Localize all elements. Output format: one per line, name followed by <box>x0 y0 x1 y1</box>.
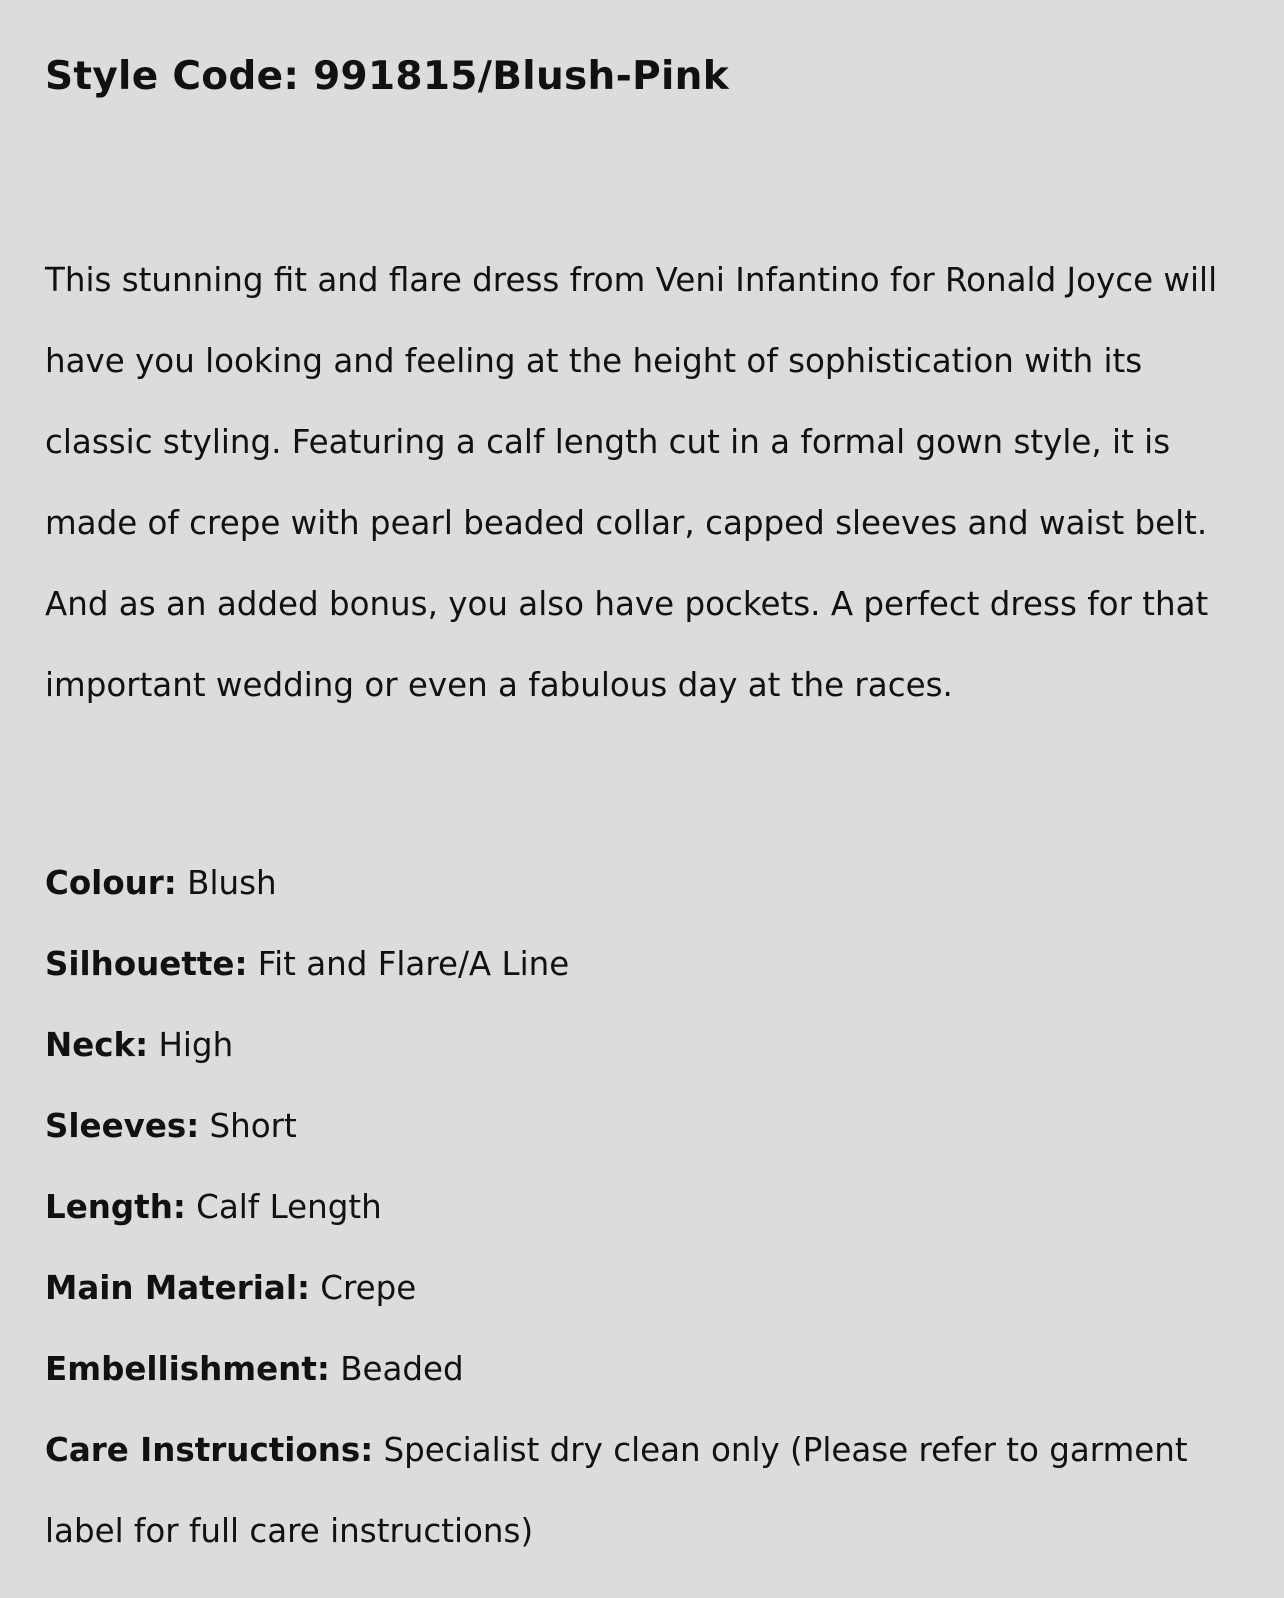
spec-label: Sleeves: <box>45 1107 200 1145</box>
spec-value: Blush <box>187 864 277 902</box>
spec-label: Care Instructions: <box>45 1431 374 1469</box>
spec-care-instructions <box>45 1410 1195 1572</box>
spec-label: Silhouette: <box>45 945 248 983</box>
spec-value: Short <box>209 1107 297 1145</box>
spec-value: Fit and Flare/A Line <box>257 945 570 983</box>
spec-neck <box>45 1005 1245 1086</box>
spec-length <box>45 1167 1245 1248</box>
spec-label: Main Material: <box>45 1269 310 1307</box>
spec-label: Embellishment: <box>45 1350 330 1388</box>
spec-value: Beaded <box>340 1350 464 1388</box>
spec-value: Calf Length <box>196 1188 382 1226</box>
style-code-heading: Style Code: 991815/Blush-Pink <box>45 54 729 99</box>
spec-label: Length: <box>45 1188 186 1226</box>
spec-sleeves <box>45 1086 1245 1167</box>
spec-colour <box>45 843 1245 924</box>
spec-value: Crepe <box>320 1269 417 1307</box>
specs-list <box>45 843 1245 1572</box>
spec-embellishment <box>45 1329 1245 1410</box>
product-description: This stunning fit and flare dress from Veni Infantino for Ronald Joyce will have you looking and feeling at the height of sophistication with its classic styling. Featuring a calf length cut in a formal gown style, it is made of crepe with pearl beaded collar, capped sleeves and waist belt. And as an added bonus, you also have pockets. A perfect dress for that important wedding or even a fabulous day at the races. <box>45 261 1218 704</box>
spec-label: Colour: <box>45 864 177 902</box>
spec-value: Specialist dry clean only (Please refer to garment label for full care instructions) <box>45 1431 1188 1550</box>
spec-main-material <box>45 1248 1245 1329</box>
spec-label: Neck: <box>45 1026 149 1064</box>
spec-silhouette <box>45 924 1245 1005</box>
spec-value: High <box>158 1026 234 1064</box>
